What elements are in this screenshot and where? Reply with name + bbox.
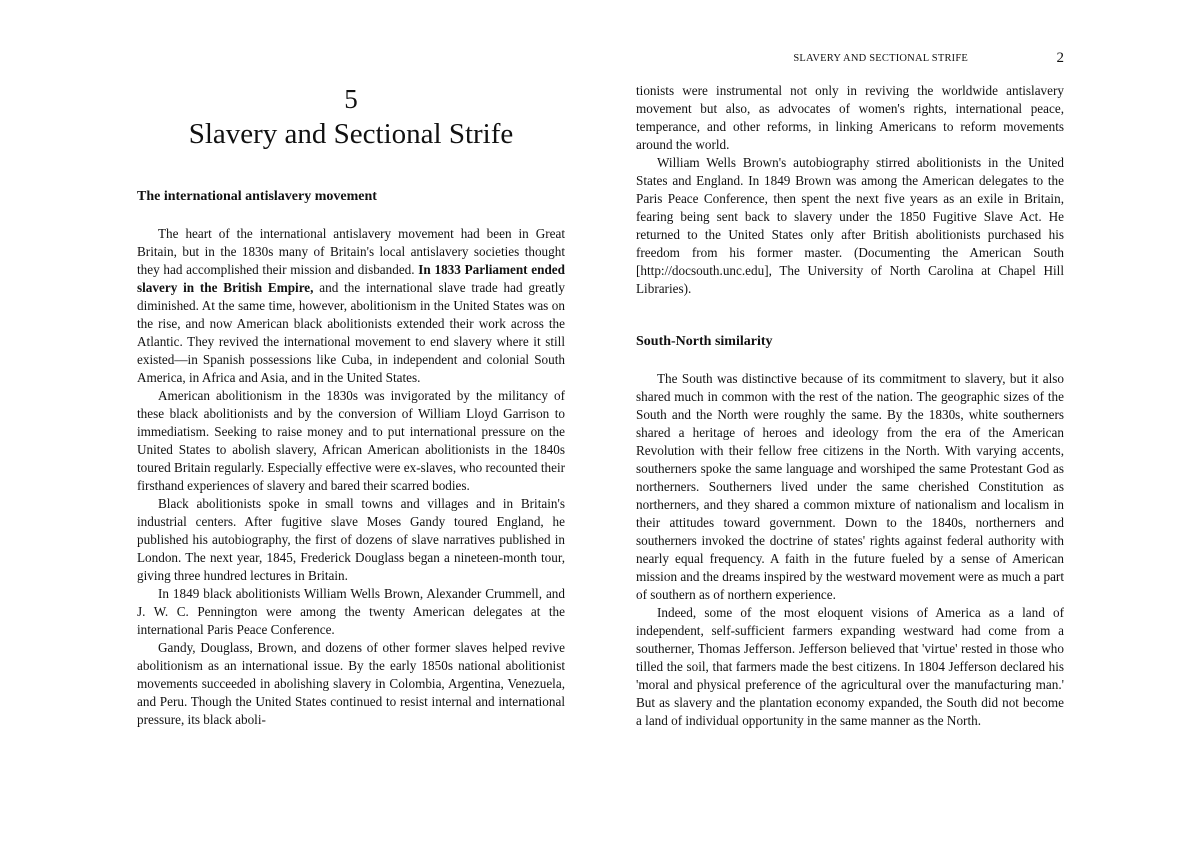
left-body-text — [137, 225, 565, 729]
text-run: and the international slave trade had greatly diminished. At the same time, however, abolitionism in the United States was on the rise, and now American black abolitionists extended their work across the Atlantic. They revived the international movement to end slavery where it still existed—in Spanish possessions like Cuba, in independent and colonial South America, in Africa and Asia, and in the United States. — [137, 280, 566, 385]
right-body-text-top — [636, 82, 1064, 298]
paragraph: American abolitionism in the 1830s was invigorated by the militancy of these black abolitionists and by the conversion of William Lloyd Garrison to immediatism. Seeking to raise money and to put international pressure on the United States to abolish slavery, African American abolitionists in the 1840s toured Britain regularly. Especially effective were ex-slaves, who recounted their firsthand experiences of slavery and bared their scarred bodies. — [137, 388, 565, 493]
bold-text-run: In 1833 Parliament ended slavery in the British Empire, — [137, 262, 565, 295]
running-head — [636, 50, 1064, 70]
paragraph: Gandy, Douglass, Brown, and dozens of other former slaves helped revive abolitionism as an international issue. By the early 1850s national abolitionist movements succeeded in abolishing slavery in Colombia, Argentina, Venezuela, and Peru. Though the United States continued to resist internal and international pressure, its black aboli- — [137, 640, 565, 727]
paragraph: In 1849 black abolitionists William Wells Brown, Alexander Crummell, and J. W. C. Pennington were among the twenty American delegates at the international Paris Peace Conference. — [137, 586, 565, 637]
paragraph: The South was distinctive because of its commitment to slavery, but it also shared much in common with the rest of the nation. The geographic sizes of the South and the North were roughly the same. By the 1830s, white southerners shared a heritage of heroes and ideology from the era of the American Revolution with their fellow free citizens in the North. With varying accents, southerners spoke the same language and worshiped the same Protestant God as northerners. Southerners lived under the same cherished Constitution as northerners, and they shared a common mixture of nationalism and localism in their attitudes toward government. Down to the 1840s, northerners and southerners invoked the doctrine of states' rights against federal authority with nearly equal frequency. A faith in the future fueled by a sense of American mission and the dreams inspired by the westward movement were as much a part of southern as of northern experience. — [636, 371, 1064, 602]
paragraph: Indeed, some of the most eloquent visions of America as a land of independent, self-sufficient farmers expanding westward had come from a southerner, Thomas Jefferson. Jefferson believed that 'virtue' rested in those who tilled the soil, that farmers made the best citizens. In 1804 Jefferson declared his 'moral and physical preference of the agricultural over the manufacturing man.' But as slavery and the plantation economy expanded, the South did not become a land of individual opportunity in the same manner as the North. — [636, 605, 1064, 728]
section-heading-south-north: South-North similarity — [636, 334, 773, 349]
right-body-text-bottom — [636, 370, 1064, 730]
paragraph — [137, 225, 565, 387]
paragraph: tionists were instrumental not only in reviving the worldwide antislavery movement but also, as advocates of women's rights, international peace, temperance, and other reforms, in linking Americans to reform movements around the world. — [636, 83, 1064, 152]
text-run: The heart of the international antislavery movement had been in Great Britain, but in the 1830s many of Britain's local antislavery societies thought they had accomplished their mission and disbanded. — [137, 226, 565, 277]
running-head-title: SLAVERY AND SECTIONAL STRIFE — [793, 53, 968, 64]
chapter-number: 5 — [344, 84, 358, 114]
page-number: 2 — [1056, 50, 1064, 66]
section-heading-international: The international antislavery movement — [137, 189, 377, 204]
chapter-title: Slavery and Sectional Strife — [188, 118, 514, 150]
paragraph: Black abolitionists spoke in small towns and villages and in Britain's industrial centers. After fugitive slave Moses Gandy toured England, he published his autobiography, the first of dozens of slave narratives published in London. The next year, 1845, Frederick Douglass began a nineteen-month tour, giving three hundred lectures in Britain. — [137, 496, 565, 583]
paragraph: William Wells Brown's autobiography stirred abolitionists in the United States and England. In 1849 Brown was among the American delegates to the Paris Peace Conference, then spent the next five years as an exile in Britain, fearing being sent back to slavery under the 1850 Fugitive Slave Act. He returned to the United States only after British abolitionists purchased his freedom from his former master. (Documenting the American South [http://docsouth.unc.edu], The University of North Carolina at Chapel Hill Libraries). — [636, 155, 1064, 296]
